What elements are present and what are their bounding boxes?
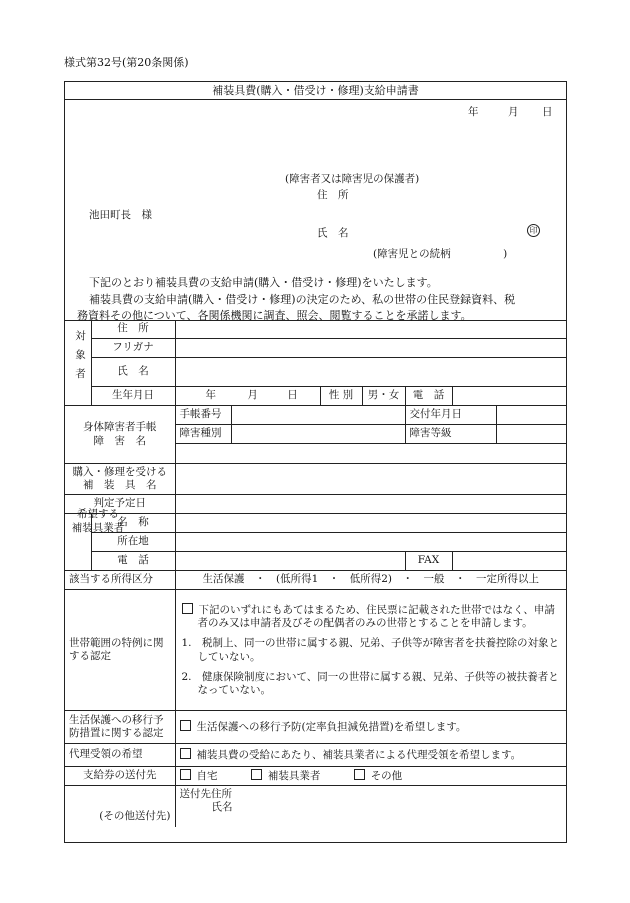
device-label: 購入・修理を受ける 補 装 具 名 [65, 464, 175, 495]
recipient: 池田町長 様 [89, 209, 152, 221]
voucher-label: 支給券の送付先 [65, 767, 175, 786]
subject-address-field[interactable] [175, 320, 566, 339]
subject-name-field[interactable] [175, 358, 566, 387]
proxy-option[interactable]: 補装具費の受給にあたり、補装具業者による代理受領を希望します。 [175, 744, 566, 767]
dest-name-label: 氏名 [211, 801, 233, 814]
household-label: 世帯範囲の特例に関する認定 [65, 590, 175, 711]
vendor-location-label: 所在地 [91, 533, 175, 552]
phone-label: 電 話 [405, 387, 452, 406]
gender-options[interactable]: 男・女 [362, 387, 405, 406]
statement-consent-line1: 補装具費の支給申請(購入・借受け・修理)の決定のため、私の世帯の住民登録資料、税 [89, 293, 516, 306]
handbook-number-label: 手帳番号 [175, 406, 231, 425]
date-day: 日 [542, 106, 553, 118]
subject-address-label: 住 所 [91, 320, 175, 339]
relationship: (障害児との続柄 ) [373, 248, 508, 260]
gender-label: 性 別 [320, 387, 362, 406]
issue-date-label: 交付年月日 [405, 406, 496, 425]
proxy-label: 代理受領の希望 [65, 744, 175, 767]
disability-grade-label: 障害等級 [405, 425, 496, 444]
birthdate-label: 生年月日 [91, 387, 175, 406]
subject-furigana-label: フリガナ [91, 339, 175, 358]
household-item-1: 1. 税制上、同一の世帯に属する親、兄弟、子供等が障害者を扶養控除の対象としていない。 [181, 637, 560, 663]
address-label: 住 所 [317, 189, 349, 201]
disability-type-label: 障害種別 [175, 425, 231, 444]
phone-field[interactable] [452, 387, 566, 406]
welfare-checkbox[interactable] [180, 720, 191, 731]
subject-label: 対象者 [74, 330, 86, 387]
income-options[interactable]: 生活保護 ・ (低所得1 ・ 低所得2) ・ 一般 ・ 一定所得以上 [175, 571, 566, 590]
welfare-label: 生活保護への移行予防措置に関する認定 [65, 711, 175, 744]
welfare-option[interactable]: 生活保護への移行予防(定率負担減免措置)を希望します。 [175, 711, 566, 744]
vendor-name-label: 名 称 [91, 514, 175, 533]
subject-name-label: 氏 名 [91, 358, 175, 387]
vendor-fax-field[interactable] [452, 552, 566, 571]
voucher-options: 自宅 補装具業者 その他 [175, 767, 566, 786]
household-checkbox[interactable] [182, 603, 193, 614]
form-title: 補装具費(購入・借受け・修理)支給申請書 [65, 82, 566, 100]
date-month: 月 [508, 106, 519, 118]
issue-date-field[interactable] [496, 406, 566, 425]
disability-name-field[interactable] [175, 444, 566, 464]
date-year: 年 [468, 106, 479, 118]
details-table [65, 320, 566, 827]
statement-request: 下記のとおり補装具費の支給申請(購入・借受け・修理)をいたします。 [89, 276, 438, 289]
vendor-phone-field[interactable] [175, 552, 405, 571]
name-label: 氏 名 [317, 227, 349, 239]
voucher-vendor-checkbox[interactable] [251, 769, 262, 780]
statement-consent-line2: 務資料その他について、各関係機関に調査、照会、閲覧することを承諾します。 [77, 309, 472, 322]
income-label: 該当する所得区分 [65, 571, 175, 590]
household-item-2: 2. 健康保険制度において、同一の世帯に属する親、兄弟、子供等の被扶養者となっていない。 [181, 670, 559, 696]
seal-mark: 印 [527, 224, 540, 237]
handbook-number-field[interactable] [231, 406, 405, 425]
device-field[interactable] [175, 464, 566, 495]
handbook-label: 身体障害者手帳 障 害 名 [65, 406, 175, 464]
application-form [64, 81, 567, 843]
household-main-option[interactable]: 下記のいずれにもあてはまるため、住民票に記載された世帯ではなく、申請者のみ又は申請者及びその配偶者のみの世帯とすることを申請します。 [182, 603, 561, 630]
form-number: 様式第32号(第20条関係) [64, 56, 189, 69]
applicant-type: (障害者又は障害児の保護者) [285, 173, 420, 185]
disability-grade-field[interactable] [496, 425, 566, 444]
voucher-other-checkbox[interactable] [354, 769, 365, 780]
household-content [175, 590, 566, 711]
vendor-fax-label: FAX [405, 552, 452, 571]
disability-type-field[interactable] [231, 425, 405, 444]
vendor-group-text: 希望する 補装具業者 [71, 508, 125, 534]
vendor-location-field[interactable] [175, 533, 566, 552]
judgment-date-field[interactable] [175, 495, 566, 514]
proxy-checkbox[interactable] [180, 748, 191, 759]
applicant-section [65, 99, 566, 321]
voucher-destination[interactable] [175, 786, 566, 828]
vendor-name-field[interactable] [175, 514, 566, 533]
subject-furigana-field[interactable] [175, 339, 566, 358]
voucher-home-checkbox[interactable] [180, 769, 191, 780]
vendor-phone-label: 電 話 [91, 552, 175, 571]
subject-group-label [65, 320, 91, 406]
judgment-date-label: 判定予定日 [65, 495, 175, 514]
birthdate-field[interactable]: 年 月 日 [175, 387, 320, 406]
voucher-other-label: (その他送付先) [65, 786, 175, 828]
dest-address-label: 送付先住所 [179, 788, 232, 800]
